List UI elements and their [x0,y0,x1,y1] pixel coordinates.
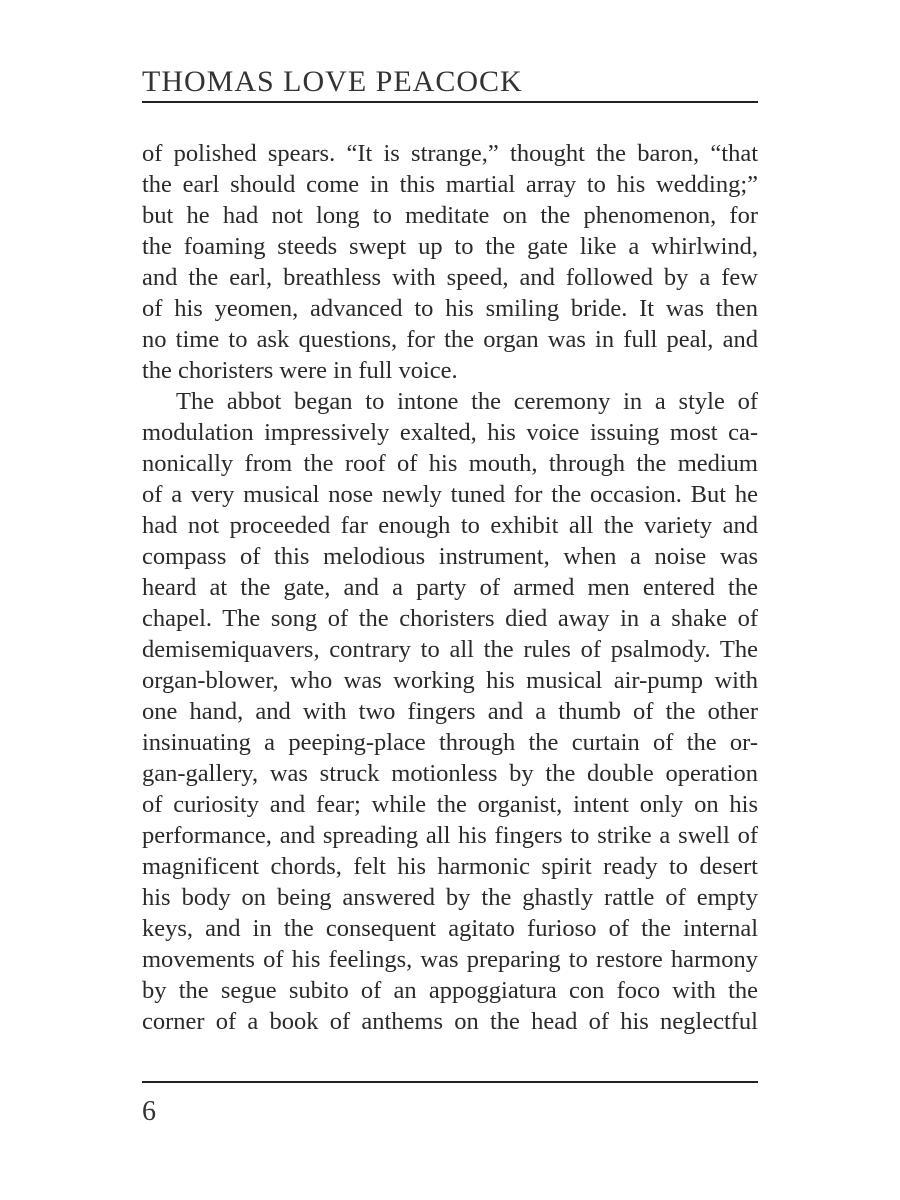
text-line: organ-blower, who was working his musical air-pump with [142,667,758,694]
text-line: the foaming steeds swept up to the gate like a whirlwind, [142,233,758,260]
text-line: performance, and spreading all his fingers to strike a swell of [142,822,758,849]
text-line: and the earl, breathless with speed, and followed by a few [142,264,758,291]
running-head-title: THOMAS LOVE PEACOCK [142,65,523,98]
text-line: the earl should come in this martial array to his wedding;” [142,171,758,198]
text-line: had not proceeded far enough to exhibit all the variety and [142,512,758,539]
text-line: the choristers were in full voice. [142,357,458,384]
text-line: The abbot began to intone the ceremony in a style of [176,388,758,415]
text-line: movements of his feelings, was preparing to restore harmony [142,946,758,973]
text-line: of a very musical nose newly tuned for the occasion. But he [142,481,758,508]
text-line: one hand, and with two fingers and a thumb of the other [142,698,758,725]
body-text [142,138,758,1037]
text-line: chapel. The song of the choristers died away in a shake of [142,605,758,632]
text-line: magnificent chords, felt his harmonic spirit ready to desert [142,853,758,880]
page-number: 6 [142,1096,156,1127]
text-line: but he had not long to meditate on the phenomenon, for [142,202,758,229]
text-line: his body on being answered by the ghastly rattle of empty [142,884,758,911]
text-line: heard at the gate, and a party of armed men entered the [142,574,758,601]
text-line: modulation impressively exalted, his voice issuing most ca- [142,419,758,446]
header-rule [142,101,758,103]
text-line: of his yeomen, advanced to his smiling bride. It was then [142,295,758,322]
text-line: gan-gallery, was struck motionless by the double operation [142,760,758,787]
text-line: of curiosity and fear; while the organist, intent only on his [142,791,758,818]
text-line: demisemiquavers, contrary to all the rules of psalmody. The [142,636,758,663]
text-line: no time to ask questions, for the organ was in full peal, and [142,326,758,353]
text-line: nonically from the roof of his mouth, through the medium [142,450,758,477]
footer-rule [142,1081,758,1083]
text-line: keys, and in the consequent agitato furioso of the internal [142,915,758,942]
text-line: by the segue subito of an appoggiatura con foco with the [142,977,758,1004]
text-line: insinuating a peeping-place through the curtain of the or- [142,729,758,756]
text-line: corner of a book of anthems on the head of his neglectful [142,1008,758,1035]
text-line: of polished spears. “It is strange,” thought the baron, “that [142,140,758,167]
text-line: compass of this melodious instrument, when a noise was [142,543,758,570]
